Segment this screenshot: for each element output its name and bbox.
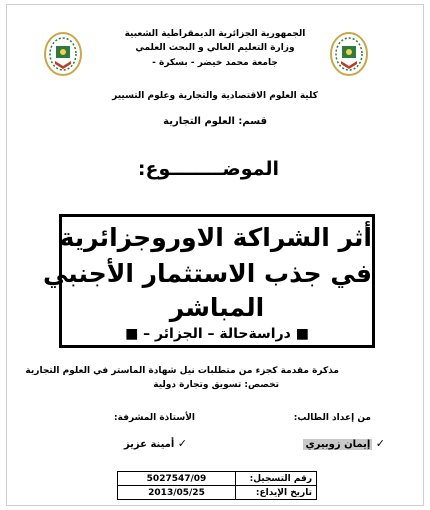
faculty-name: كلية العلوم الاقتصادية والتجارية وعلوم التسيير [112, 91, 318, 101]
supervisor-label: الأستاذة المشرفة: [114, 413, 195, 423]
table-row [118, 472, 317, 486]
ministry-name: وزارة التعليم العالي و البحث العلمي [135, 43, 295, 53]
subject-label: الموضــــــــوع: [137, 158, 279, 180]
student-entry [303, 437, 385, 450]
registration-number-label: رقم التسجيل: [236, 472, 317, 486]
registration-table [117, 471, 317, 500]
table-row [118, 486, 317, 500]
student-name: إيمان زوبيري [305, 439, 371, 450]
title-line-1: أثر الشراكة الاوروجزائرية [59, 223, 372, 252]
deposit-date-value: 2013/05/25 [118, 486, 236, 500]
supervisor-name: أمينة عزيز [123, 439, 175, 450]
title-line-2: في جذب الاستثمار الأجنبي [43, 259, 372, 288]
title-line-3: المباشر [169, 293, 265, 322]
case-study-line: ■ دراسةحالة – الجزائر – ■ [125, 326, 309, 342]
supervisor-entry [124, 437, 187, 450]
department-name: قسم: العلوم التجارية [163, 116, 267, 127]
document-page [6, 4, 424, 506]
registration-number-value: 5027547/09 [118, 472, 236, 486]
memo-description: مذكرة مقدمة كجزء من متطلبات نيل شهادة الماستر في العلوم التجارية [25, 366, 339, 376]
specialization: تخصص: تسويق وتجارة دولية [153, 380, 279, 390]
university-name: جامعة محمد خيضر - بسكرة - [152, 58, 278, 68]
check-icon: ✓ [375, 437, 385, 450]
thesis-title-box [43, 214, 375, 348]
republic-name: الجمهورية الجزائرية الديمقراطية الشعبية [124, 29, 306, 39]
student-label: من إعداد الطالب: [293, 413, 371, 423]
check-icon: ✓ [177, 437, 187, 450]
deposit-date-label: تاريخ الإيداع: [236, 486, 317, 500]
